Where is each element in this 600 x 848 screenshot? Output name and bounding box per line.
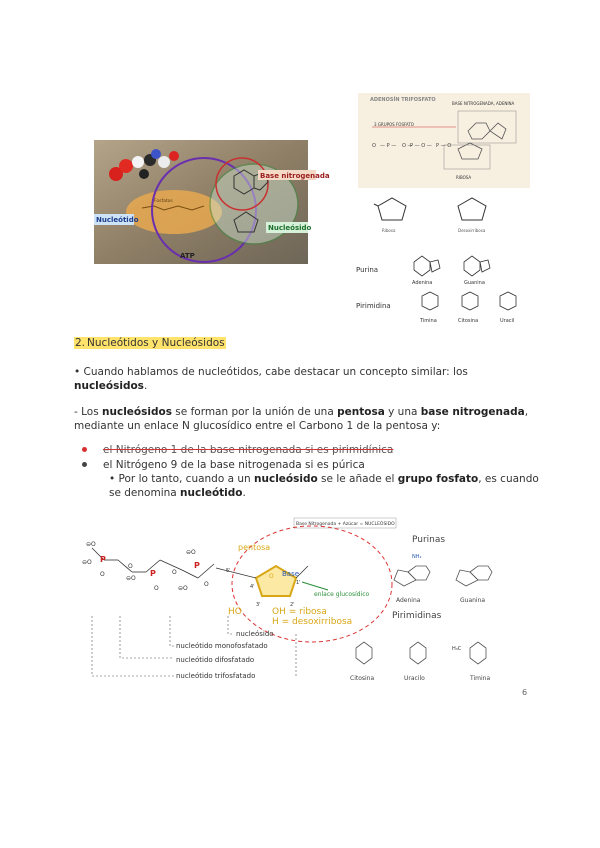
svg-text:Uracil: Uracil	[500, 318, 515, 324]
svg-text:HO: HO	[228, 607, 242, 617]
svg-text:P: P	[150, 569, 156, 578]
svg-text:P: P	[100, 555, 106, 564]
bullet-dot	[82, 462, 87, 467]
paragraph-2: - Los nucleósidos se forman por la unión de una pentosa y una base nitrogenada, mediante un enlace N glucosídico entre el Carbono 1 de la pentosa y:	[74, 406, 529, 432]
svg-text:3': 3'	[256, 602, 261, 608]
label-base-nitrogenada: Base nitrogenada	[260, 172, 330, 180]
svg-text:Guanina: Guanina	[464, 280, 485, 286]
label-pentosa: pentosa	[238, 543, 271, 552]
atp-title: ADENOSÍN TRIFOSFATO	[370, 97, 436, 103]
svg-text:Uracilo: Uracilo	[404, 675, 425, 682]
svg-text:⊖O: ⊖O	[82, 559, 92, 566]
atp-structure-figure	[358, 93, 530, 188]
svg-text:O: O	[128, 563, 133, 570]
svg-text:P: P	[194, 561, 200, 570]
bullet-sub-paragraph: • Por lo tanto, cuando a un nucleósido se le añade el grupo fosfato, es cuando se denomina nucleótido.	[109, 473, 539, 499]
label-base: Base	[282, 570, 300, 578]
phosphate-label: 3 GRUPOS FOSFATO	[374, 122, 414, 127]
section-number: 2.	[75, 337, 86, 349]
svg-text:Desoxirribosa: Desoxirribosa	[458, 228, 486, 233]
phosphate-group	[126, 190, 222, 234]
svg-text:Citosina: Citosina	[350, 675, 375, 682]
svg-text:O: O	[154, 585, 159, 592]
svg-text:⊖O: ⊖O	[86, 541, 96, 548]
bullet-dot	[82, 447, 87, 452]
svg-text:O: O	[269, 573, 274, 580]
svg-text:2': 2'	[290, 602, 295, 608]
svg-text:⊖O: ⊖O	[126, 575, 136, 582]
svg-text:Adenina: Adenina	[396, 597, 421, 604]
svg-text:Adenina: Adenina	[412, 280, 433, 286]
section-title: Nucleótidos y Nucleósidos	[87, 337, 225, 349]
callout-label: Base Nitrogenada + Azúcar = NUCLEÓSIDO	[296, 522, 395, 527]
base-label: BASE NITROGENADA, ADENINA	[452, 101, 515, 106]
nucleotide-diagram	[78, 516, 530, 691]
svg-text:⊖O: ⊖O	[178, 585, 188, 592]
svg-text:Ribosa: Ribosa	[382, 228, 396, 233]
svg-text:O: O	[372, 143, 376, 149]
ribosa-label: RIBOSA	[456, 175, 472, 180]
paragraph-1: • Cuando hablamos de nucleótidos, cabe destacar un concepto similar: los nucleósidos.	[74, 366, 468, 392]
purinas-title: Purinas	[412, 535, 446, 545]
svg-text:O —: O —	[402, 143, 413, 149]
label-fosfatos: Fosfatos	[154, 199, 173, 204]
label-pirimidina: Pirimidina	[356, 302, 391, 310]
label-ribosa: OH = ribosa	[272, 607, 327, 617]
svg-text:P — O —: P — O —	[410, 143, 432, 149]
svg-text:4': 4'	[250, 584, 255, 590]
label-mono: nucleótido monofosfatado	[176, 642, 268, 650]
svg-text:H₃C: H₃C	[452, 646, 462, 652]
svg-text:NH₂: NH₂	[412, 554, 422, 560]
atp-figure	[94, 140, 330, 264]
svg-text:— P —: — P —	[380, 143, 397, 149]
label-purina: Purina	[356, 266, 379, 274]
section-heading	[74, 337, 226, 349]
label-nucleosido: nucleósido	[236, 630, 274, 638]
label-nucleotido: Nucleótido	[96, 216, 139, 224]
svg-text:Guanina: Guanina	[460, 597, 486, 604]
label-enlace: enlace glucosídico	[314, 591, 370, 598]
svg-text:O: O	[172, 569, 177, 576]
bullet-item-1: el Nitrógeno 1 de la base nitrogenada si es pirimidínica	[82, 444, 393, 456]
svg-text:O: O	[100, 571, 105, 578]
sugars-bases-figure	[352, 192, 532, 332]
svg-text:O: O	[204, 581, 209, 588]
svg-text:1': 1'	[296, 580, 301, 586]
label-di: nucleótido difosfatado	[176, 656, 255, 664]
svg-text:Citosina: Citosina	[458, 318, 479, 324]
bullet-item-2: el Nitrógeno 9 de la base nitrogenada si es púrica	[82, 459, 365, 471]
svg-text:P — O: P — O	[436, 143, 452, 149]
label-nucleosido: Nucleósido	[268, 224, 312, 232]
page-number: 6	[522, 688, 528, 697]
label-desoxirribosa: H = desoxirribosa	[272, 617, 353, 627]
svg-text:⊖O: ⊖O	[186, 549, 196, 556]
label-tri: nucleótido trifosfatado	[176, 672, 256, 680]
pirimidinas-title: Pirimidinas	[392, 611, 442, 621]
svg-text:Timina: Timina	[470, 675, 491, 682]
label-atp: ATP	[180, 252, 195, 260]
svg-text:Timina: Timina	[420, 318, 437, 324]
